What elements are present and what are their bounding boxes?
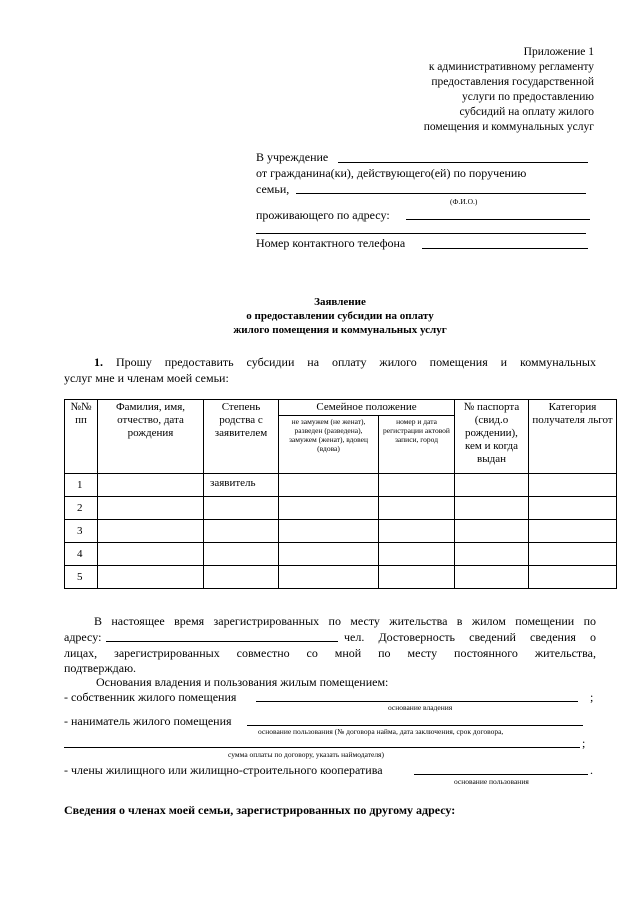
- cell-marital-status[interactable]: [279, 543, 379, 566]
- cell-category[interactable]: [529, 566, 617, 589]
- cell-relation[interactable]: [204, 497, 279, 520]
- cell-marital-status[interactable]: [279, 474, 379, 497]
- cell-category[interactable]: [529, 474, 617, 497]
- appendix-line: предоставления государственной: [431, 76, 594, 88]
- tenant-caption: основание пользования (№ договора найма, дата заключения, срок договора,: [258, 727, 504, 736]
- appendix-block: [424, 45, 594, 135]
- para2-line4: подтверждаю.: [64, 661, 137, 675]
- cell-category[interactable]: [529, 520, 617, 543]
- table-row: [65, 474, 617, 497]
- table-row: [65, 497, 617, 520]
- cell-passport[interactable]: [455, 520, 529, 543]
- appendix-line: субсидий на оплату жилого: [459, 106, 594, 118]
- cell-name[interactable]: [98, 520, 204, 543]
- para1-text: Прошу предоставить субсидии на оплату жилого помещения и коммунальных: [115, 355, 596, 369]
- cell-category[interactable]: [529, 497, 617, 520]
- address-label: проживающего по адресу:: [256, 208, 390, 222]
- family-label: семьи,: [256, 182, 290, 196]
- cell-relation[interactable]: заявитель: [204, 474, 279, 497]
- para2-line2-start: адресу:: [64, 630, 102, 644]
- residents-address-field[interactable]: [106, 641, 338, 642]
- title-line: жилого помещения и коммунальных услуг: [233, 324, 447, 336]
- fio-field[interactable]: [296, 193, 586, 194]
- header-num: №№ пп: [65, 400, 98, 474]
- row-num: 5: [65, 566, 98, 589]
- para1-line1: [64, 355, 596, 370]
- header-passport: № паспорта (свид.о рождении), кем и когда выдан: [455, 400, 529, 474]
- institution-field[interactable]: [338, 162, 588, 163]
- cell-marital-status[interactable]: [279, 497, 379, 520]
- tenant-field[interactable]: [247, 725, 583, 726]
- header-name: Фамилия, имя, отчество, дата рождения: [98, 400, 204, 474]
- address-field-2[interactable]: [256, 233, 586, 234]
- cell-relation[interactable]: [204, 520, 279, 543]
- owner-caption: основание владения: [388, 703, 453, 712]
- owner-field[interactable]: [256, 701, 578, 702]
- row-num: 2: [65, 497, 98, 520]
- owner-semicolon: ;: [590, 690, 594, 704]
- cell-marital-status[interactable]: [279, 566, 379, 589]
- cell-marital-reg[interactable]: [379, 520, 455, 543]
- doc-title: [64, 295, 616, 337]
- row-num: 4: [65, 543, 98, 566]
- header-relation: Степень родства с заявителем: [204, 400, 279, 474]
- table-row: [65, 543, 617, 566]
- para1-line2: услуг мне и членам моей семьи:: [64, 371, 229, 385]
- header-marital-reg: номер и дата регистрации актовой записи, город: [379, 416, 455, 474]
- address-field[interactable]: [406, 219, 590, 220]
- cell-marital-status[interactable]: [279, 520, 379, 543]
- phone-label: Номер контактного телефона: [256, 236, 406, 250]
- appendix-line: помещения и коммунальных услуг: [423, 121, 594, 133]
- cell-passport[interactable]: [455, 543, 529, 566]
- appendix-line: услуги по предоставлению: [461, 91, 594, 103]
- tenant-field-2[interactable]: [64, 747, 580, 748]
- coop-label: - члены жилищного или жилищно-строительного кооператива: [64, 763, 383, 777]
- row-num: 3: [65, 520, 98, 543]
- appendix-line: к административному регламенту: [428, 61, 594, 73]
- cell-name[interactable]: [98, 566, 204, 589]
- institution-label: В учреждение: [256, 150, 329, 164]
- cell-passport[interactable]: [455, 497, 529, 520]
- coop-field[interactable]: [414, 774, 588, 775]
- tenant-semicolon: ;: [582, 736, 586, 750]
- cell-passport[interactable]: [455, 566, 529, 589]
- para2-text: В настоящее время зарегистрированных по месту жительства в жилом помещении по: [94, 614, 596, 628]
- para2-line1: [64, 614, 596, 629]
- table-row: [65, 566, 617, 589]
- cell-name[interactable]: [98, 474, 204, 497]
- title-line: Заявление: [314, 296, 366, 308]
- coop-period: .: [590, 763, 593, 777]
- appendix-line: Приложение 1: [523, 46, 594, 58]
- header-marital-status: не замужем (не женат), разведен (разведена), замужем (женат), вдовец (вдова): [279, 416, 379, 474]
- owner-label: - собственник жилого помещения: [64, 690, 237, 704]
- cell-relation[interactable]: [204, 543, 279, 566]
- row-num: 1: [65, 474, 98, 497]
- header-marital: Семейное положение: [279, 400, 455, 416]
- cell-category[interactable]: [529, 543, 617, 566]
- para1-number: 1.: [94, 355, 103, 369]
- from-label: от гражданина(ки), действующего(ей) по поручению: [256, 166, 527, 180]
- header-category: Категория получателя льгот: [529, 400, 617, 474]
- family-table: [64, 399, 617, 589]
- cell-marital-reg[interactable]: [379, 474, 455, 497]
- tenant-caption-2: сумма оплаты по договору, указать наймодателя): [228, 750, 385, 759]
- phone-field[interactable]: [422, 248, 588, 249]
- cell-marital-reg[interactable]: [379, 543, 455, 566]
- title-line: о предоставлении субсидии на оплату: [246, 310, 434, 322]
- cell-relation[interactable]: [204, 566, 279, 589]
- table-row: [65, 520, 617, 543]
- cell-passport[interactable]: [455, 474, 529, 497]
- coop-caption: основание пользования: [454, 777, 529, 786]
- ownership-heading: Основания владения и пользования жилым помещением:: [96, 675, 389, 689]
- tenant-label: - наниматель жилого помещения: [64, 714, 232, 728]
- cell-name[interactable]: [98, 497, 204, 520]
- para2-line3: лицах, зарегистрированных совместно со мной по месту постоянного жительства,: [64, 646, 596, 660]
- cell-name[interactable]: [98, 543, 204, 566]
- fio-caption: (Ф.И.О.): [450, 197, 478, 206]
- cell-marital-reg[interactable]: [379, 497, 455, 520]
- para2-line2-end: чел. Достоверность сведений сведения о: [344, 630, 596, 644]
- cell-marital-reg[interactable]: [379, 566, 455, 589]
- other-address-heading: Сведения о членах моей семьи, зарегистрированных по другому адресу:: [64, 803, 456, 817]
